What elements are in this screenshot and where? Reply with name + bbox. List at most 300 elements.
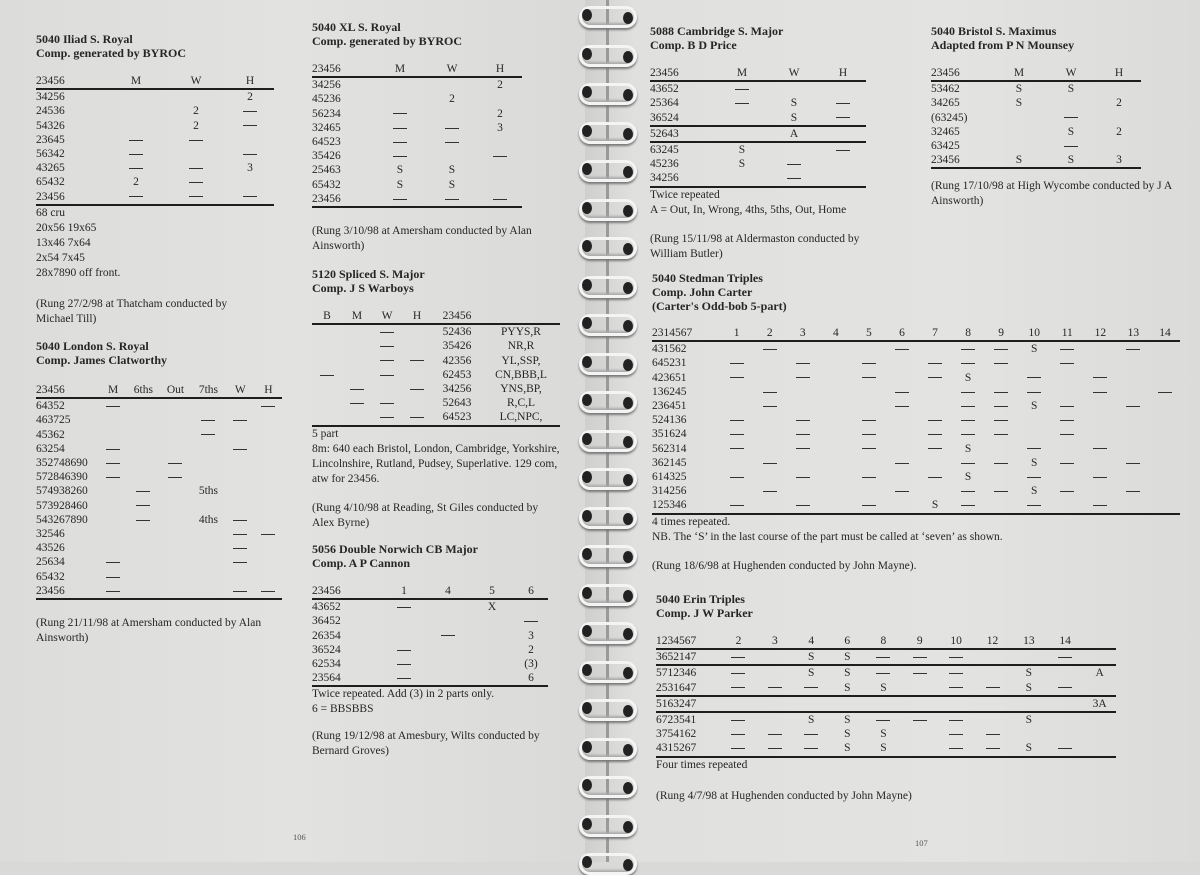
dash-mark (106, 577, 120, 578)
column-header: Out (166, 384, 185, 396)
table-cell (820, 81, 866, 96)
table-cell (885, 371, 918, 385)
composition-notes (312, 687, 562, 717)
dash-mark (961, 392, 975, 393)
table-cell: 52643 (442, 397, 472, 410)
table-cell (1011, 649, 1047, 665)
call-dash (902, 665, 938, 680)
dash-mark (189, 182, 203, 183)
table-cell (885, 413, 918, 427)
table-cell (720, 385, 753, 399)
composition-composer: Comp. generated by BYROC (36, 46, 186, 60)
course-end: 36452 (312, 615, 341, 628)
table-cell (1150, 341, 1180, 356)
dash-mark (1058, 748, 1072, 749)
call-dash (793, 741, 829, 756)
table-cell (100, 499, 127, 513)
call-dash (720, 665, 756, 680)
table-cell: X (487, 601, 497, 614)
table-cell (819, 341, 852, 356)
course-end: 4315267 (656, 742, 697, 755)
column-header: H (412, 310, 422, 322)
table-cell (852, 456, 885, 470)
table-cell (255, 513, 282, 527)
table-cell (1117, 356, 1150, 370)
table-cell (312, 410, 342, 425)
column-header: 2 (766, 327, 773, 339)
call-dash (1051, 413, 1084, 427)
table-row (36, 89, 274, 104)
table-cell (426, 599, 470, 614)
composition-xl (312, 20, 542, 254)
table-cell (160, 398, 191, 413)
dash-mark (1158, 392, 1172, 393)
table-cell (342, 339, 372, 353)
table-header-row (312, 309, 560, 324)
table-row (312, 92, 522, 106)
composition-title: 5088 Cambridge S. Major (650, 24, 784, 38)
table-cell: S (1025, 742, 1033, 755)
table-row (652, 498, 1180, 513)
dash-mark (994, 392, 1008, 393)
table-row (312, 163, 522, 177)
dash-mark (949, 657, 963, 658)
dash-mark (986, 687, 1000, 688)
call-dash (1051, 427, 1084, 441)
call-dash (226, 104, 274, 118)
table-cell: 4ths (198, 513, 218, 526)
table-cell (1018, 356, 1051, 370)
call-dash (382, 599, 426, 614)
table-cell (191, 527, 226, 541)
dash-mark (928, 448, 942, 449)
call-dash (1018, 442, 1051, 456)
table-cell (426, 149, 478, 163)
call-dash (768, 171, 820, 186)
call-dash (426, 629, 470, 643)
table-row (312, 657, 548, 671)
column-header: 6 (528, 585, 534, 597)
table-cell (757, 665, 793, 680)
call-dash (1051, 456, 1084, 470)
table-cell (720, 696, 756, 712)
course-end: 64352 (36, 400, 65, 413)
call-dash (312, 368, 342, 382)
table-row (312, 107, 522, 121)
call-dash (793, 681, 829, 696)
call-dash (793, 727, 829, 741)
table-cell (938, 696, 974, 712)
table-cell (720, 484, 753, 498)
table-cell: S (1067, 125, 1075, 138)
table-cell (100, 484, 127, 498)
table-cell (985, 442, 1018, 456)
dash-mark (928, 434, 942, 435)
call-dash (720, 727, 756, 741)
column-header: 5 (866, 327, 872, 339)
call-dash (226, 584, 255, 599)
table-row (312, 149, 522, 163)
composition-composer: Comp. J W Parker (656, 606, 753, 620)
course-end: 352748690 (36, 457, 88, 470)
call-dash (226, 442, 255, 456)
call-dash (402, 382, 432, 396)
dash-mark (106, 449, 120, 450)
column-header: 9 (916, 635, 923, 647)
call-dash (226, 147, 274, 161)
call-dash (753, 484, 786, 498)
course-end: 53462 (931, 83, 960, 96)
dash-mark (961, 349, 975, 350)
call-dash (1018, 498, 1051, 513)
table-cell (127, 428, 160, 442)
composition-composer: Comp. James Clatworthy (36, 353, 167, 367)
table-cell (426, 77, 478, 92)
table-cell: R,C,L (506, 397, 536, 410)
call-dash (514, 614, 548, 628)
table-cell (1117, 413, 1150, 427)
dash-mark (763, 491, 777, 492)
course-end: 25463 (312, 164, 341, 177)
table-cell (100, 413, 127, 427)
table-row (650, 142, 866, 157)
call-dash (191, 413, 226, 427)
table-cell (100, 541, 127, 555)
call-dash (786, 427, 819, 441)
call-dash (757, 741, 793, 756)
call-dash (226, 513, 255, 527)
composition-title: 5120 Spliced S. Major (312, 267, 425, 281)
table-cell (127, 570, 160, 584)
table-row (312, 614, 548, 628)
table-cell (166, 89, 226, 104)
call-dash (1045, 139, 1097, 153)
call-dash (1117, 399, 1150, 413)
composition-title: 5040 Stedman Triples (652, 271, 763, 285)
table-cell (919, 456, 952, 470)
call-dash (952, 456, 985, 470)
composition-title: 5040 Erin Triples (656, 592, 745, 606)
dash-mark (1064, 117, 1078, 118)
call-dash (753, 399, 786, 413)
table-row (652, 356, 1180, 370)
call-dash (919, 356, 952, 370)
call-dash (974, 741, 1010, 756)
call-dash (720, 413, 753, 427)
column-header: 8 (965, 327, 971, 339)
table-row (36, 541, 282, 555)
dash-mark (1027, 505, 1041, 506)
table-cell (852, 385, 885, 399)
composition-table (312, 62, 522, 208)
dash-mark (243, 196, 257, 197)
course-end: 43526 (36, 542, 65, 555)
table-cell (720, 399, 753, 413)
dash-mark (380, 417, 394, 418)
call-dash (1084, 442, 1117, 456)
table-cell: 3 (528, 629, 534, 642)
table-cell (885, 427, 918, 441)
table-row (931, 125, 1141, 139)
table-cell (819, 371, 852, 385)
dash-mark (796, 377, 810, 378)
call-dash (372, 396, 402, 410)
dash-mark (1027, 377, 1041, 378)
table-cell (342, 368, 372, 382)
table-cell: A (1095, 667, 1104, 680)
column-header: 9 (998, 327, 1005, 339)
call-dash (985, 341, 1018, 356)
table-cell (885, 442, 918, 456)
table-cell: S (448, 178, 456, 191)
dash-mark (763, 349, 777, 350)
dash-mark (233, 548, 247, 549)
column-header: 10 (950, 635, 962, 647)
table-row (931, 81, 1141, 96)
table-row (652, 442, 1180, 456)
call-dash (786, 470, 819, 484)
table-cell (127, 470, 160, 484)
table-cell: 3 (247, 162, 253, 175)
course-end: 136245 (652, 385, 687, 398)
call-dash (1084, 498, 1117, 513)
table-cell (426, 671, 470, 686)
table-cell (852, 341, 885, 356)
note-line: 20x56 19x65 (36, 221, 97, 234)
column-header: 6 (844, 635, 851, 647)
call-dash (938, 727, 974, 741)
call-dash (919, 442, 952, 456)
table-cell (374, 92, 426, 106)
call-dash (720, 427, 753, 441)
dash-mark (129, 140, 143, 141)
dash-mark (862, 363, 876, 364)
dash-mark (768, 734, 782, 735)
composition-table (312, 309, 560, 427)
course-end: 574938260 (36, 485, 88, 498)
table-cell: YNS,BP, (500, 383, 542, 396)
call-dash (402, 410, 432, 425)
table-cell (100, 513, 127, 527)
dash-mark (106, 477, 120, 478)
dash-mark (862, 477, 876, 478)
note-line: NB. The ‘S’ in the last course of the part must be called at ‘seven’ as shown. (652, 530, 1003, 543)
table-cell (753, 356, 786, 370)
table-cell (1150, 427, 1180, 441)
dash-mark (928, 377, 942, 378)
dash-mark (986, 734, 1000, 735)
column-header: 12 (986, 635, 999, 647)
call-dash (852, 470, 885, 484)
dash-mark (445, 128, 459, 129)
call-dash (1084, 470, 1117, 484)
table-cell (255, 499, 282, 513)
column-header: 13 (1127, 327, 1140, 339)
table-row (652, 484, 1180, 498)
column-header: 23456 (931, 67, 960, 79)
table-row (650, 171, 866, 186)
course-end: 23456 (312, 192, 341, 205)
dash-mark (129, 168, 143, 169)
dash-mark (735, 89, 749, 90)
call-dash (226, 541, 255, 555)
table-cell (1117, 498, 1150, 513)
call-dash (720, 741, 756, 756)
call-dash (372, 368, 402, 382)
call-dash (952, 498, 985, 513)
call-dash (852, 498, 885, 513)
course-end: 35426 (312, 150, 341, 163)
course-end: 34256 (312, 79, 341, 92)
call-dash (374, 107, 426, 121)
course-end: 314256 (652, 485, 687, 498)
note-line: 6 = BBSBBS (312, 703, 374, 716)
call-dash (160, 470, 191, 484)
table-cell (1051, 442, 1084, 456)
table-cell: S (844, 667, 851, 680)
call-dash (106, 133, 166, 147)
table-cell (1084, 427, 1117, 441)
dash-mark (233, 520, 247, 521)
course-end: 423651 (652, 371, 687, 384)
table-cell: 3 (497, 121, 503, 134)
table-cell (127, 456, 160, 470)
table-row (312, 178, 522, 192)
column-header (1083, 634, 1116, 649)
table-cell: S (738, 158, 746, 171)
table-cell (470, 657, 514, 671)
call-dash (166, 175, 226, 189)
table-cell (191, 442, 226, 456)
dash-mark (320, 375, 334, 376)
dash-mark (168, 477, 182, 478)
composition-table (36, 383, 282, 600)
dash-mark (233, 420, 247, 421)
dash-mark (763, 463, 777, 464)
table-cell (1047, 727, 1083, 741)
call-dash (938, 649, 974, 665)
table-cell (191, 555, 226, 569)
table-cell (919, 385, 952, 399)
table-cell (1117, 470, 1150, 484)
table-cell: S (844, 742, 851, 755)
table-row (36, 456, 282, 470)
dash-mark (136, 520, 150, 521)
table-cell (100, 428, 127, 442)
call-dash (374, 135, 426, 149)
call-dash (720, 681, 756, 696)
course-end: 573928460 (36, 499, 88, 512)
table-cell (885, 498, 918, 513)
call-dash (952, 399, 985, 413)
table-cell (255, 541, 282, 555)
table-row (36, 513, 282, 527)
course-end: 645231 (652, 357, 687, 370)
table-cell (160, 570, 191, 584)
composition-title: 5056 Double Norwich CB Major (312, 542, 478, 556)
dash-mark (380, 332, 394, 333)
table-cell (1011, 696, 1047, 712)
table-cell (974, 665, 1010, 680)
table-cell (1084, 356, 1117, 370)
course-end: 32546 (36, 528, 65, 541)
dash-mark (445, 199, 459, 200)
table-cell (1117, 427, 1150, 441)
call-dash (757, 727, 793, 741)
table-cell (757, 649, 793, 665)
dash-mark (1027, 392, 1041, 393)
column-header: W (446, 63, 458, 75)
table-cell (902, 727, 938, 741)
dash-mark (928, 477, 942, 478)
table-row (652, 341, 1180, 356)
column-header: M (130, 75, 142, 87)
table-cell (312, 382, 342, 396)
dash-mark (862, 448, 876, 449)
table-row (650, 111, 866, 126)
table-cell: YL,SSP, (501, 354, 541, 367)
dash-mark (949, 673, 963, 674)
column-header: 5 (489, 585, 495, 597)
table-cell: S (1067, 154, 1075, 167)
table-cell (1084, 413, 1117, 427)
dash-mark (961, 491, 975, 492)
course-end: 23456 (36, 584, 65, 597)
call-dash (885, 456, 918, 470)
call-dash (974, 681, 1010, 696)
table-cell (342, 410, 372, 425)
course-end: 34265 (931, 97, 960, 110)
course-end: 34256 (36, 91, 65, 104)
table-cell (100, 527, 127, 541)
dash-mark (730, 448, 744, 449)
table-cell (160, 428, 191, 442)
course-end: 5712346 (656, 667, 697, 680)
table-cell (478, 163, 522, 177)
table-cell: S (844, 681, 851, 694)
composition-notes (650, 188, 895, 218)
table-cell: S (964, 471, 972, 484)
table-row (931, 153, 1141, 168)
table-cell (342, 354, 372, 368)
course-end: 23456 (36, 190, 65, 203)
dash-mark (730, 377, 744, 378)
dash-mark (201, 434, 215, 435)
call-dash (985, 413, 1018, 427)
composition-london (36, 339, 286, 646)
course-end: 3652147 (656, 651, 697, 664)
table-cell (372, 382, 402, 396)
call-dash (100, 442, 127, 456)
course-end: 65432 (36, 176, 65, 189)
table-cell: 2 (1116, 125, 1122, 138)
table-cell: S (1031, 400, 1038, 413)
table-cell: 6 (528, 672, 534, 685)
table-cell (819, 385, 852, 399)
table-cell (514, 599, 548, 614)
composition-composer: Comp. generated by BYROC (312, 34, 462, 48)
call-dash (768, 157, 820, 171)
table-cell (470, 629, 514, 643)
table-cell (426, 643, 470, 657)
table-row (36, 175, 274, 189)
dash-mark (233, 449, 247, 450)
call-dash (342, 382, 372, 396)
table-cell (753, 498, 786, 513)
column-header: 7 (932, 327, 938, 339)
dash-mark (986, 748, 1000, 749)
course-end: 236451 (652, 400, 687, 413)
